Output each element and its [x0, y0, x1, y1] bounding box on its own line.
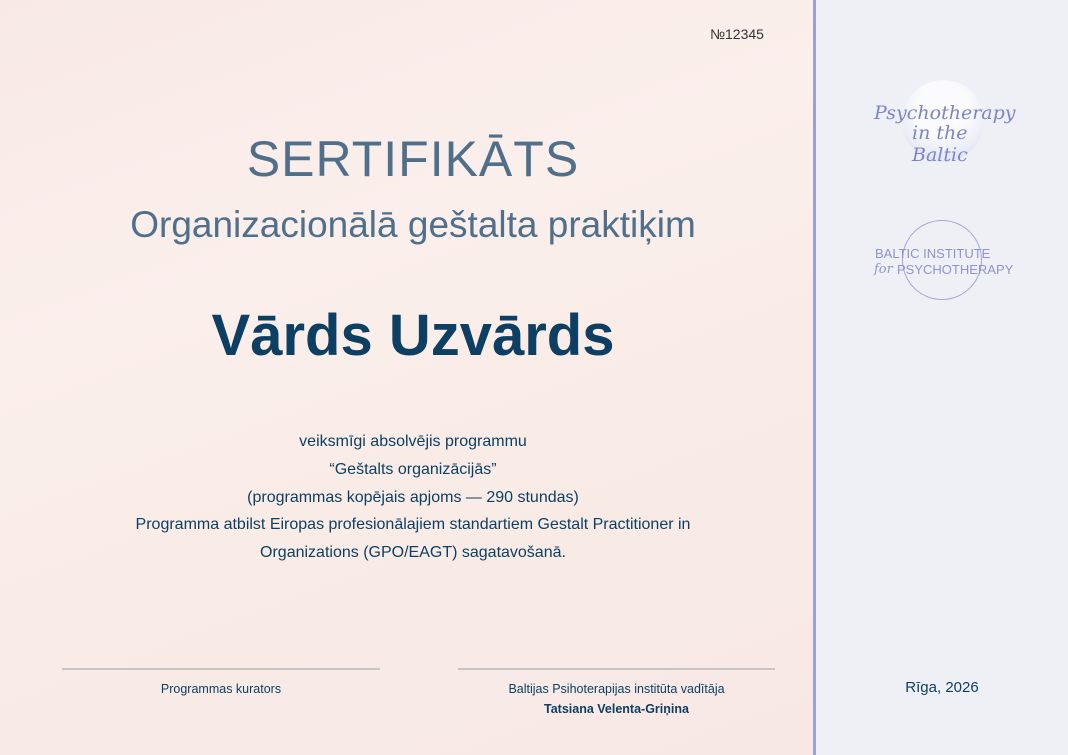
- logo-text: BALTIC INSTITUTE: [875, 246, 991, 261]
- psychotherapy-in-the-baltic-logo: [862, 80, 1022, 170]
- logo-text: Psychotherapy: [874, 102, 1016, 124]
- signature-role: Baltijas Psihoterapijas institūta vadītāja: [508, 682, 725, 696]
- recipient-name: Vārds Uzvārds: [211, 303, 615, 368]
- body-line: Organizations (GPO/EAGT) sagatavošanā.: [260, 544, 566, 562]
- body-line: (programmas kopējais apjoms — 290 stundas): [247, 488, 579, 506]
- signature-line-director: [458, 668, 775, 670]
- signature-director: [458, 679, 775, 719]
- signature-name: Tatsiana Velenta-Griņina: [544, 702, 689, 716]
- certificate-number: №12345: [710, 26, 764, 42]
- signature-line-curator: [62, 668, 380, 670]
- logo-text: for: [874, 262, 893, 277]
- baltic-institute-logo: [862, 218, 1022, 308]
- certificate-body: [0, 428, 826, 567]
- place-and-date: Rīga, 2026: [905, 679, 979, 696]
- body-line: Programma atbilst Eiropas profesionālajiem standartiem Gestalt Practitioner in: [135, 516, 691, 534]
- signature-curator: [62, 679, 380, 699]
- logo-text: PSYCHOTHERAPY: [897, 262, 1014, 277]
- certificate-title: SERTIFIKĀTS: [246, 131, 580, 187]
- body-line: “Geštalts organizācijās”: [329, 460, 497, 478]
- logo-text: in the Baltic: [912, 122, 968, 166]
- body-line: veiksmīgi absolvējis programmu: [299, 433, 527, 450]
- signature-role: Programmas kurators: [160, 682, 282, 696]
- certificate-subtitle: Organizacionālā geštalta praktiķim: [130, 204, 696, 245]
